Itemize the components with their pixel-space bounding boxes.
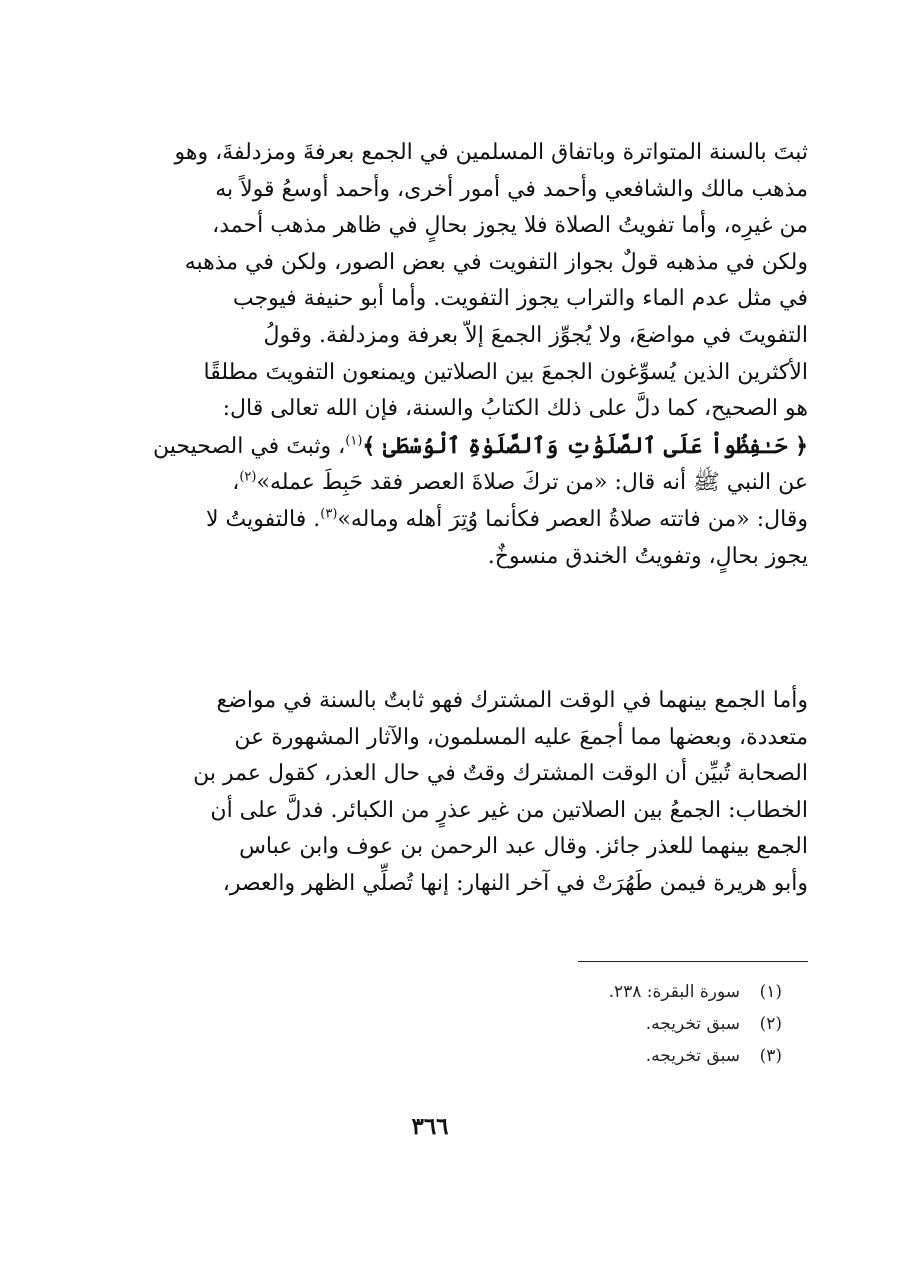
footnote-text: سورة البقرة: ٢٣٨. [608, 982, 740, 1002]
text-line: مذهب مالك والشافعي وأحمد في أمور أخرى، وأحمد أوسعُ قولاً به [215, 176, 808, 202]
text-line: يجوز بحالٍ، وتفويتُ الخندق منسوخٌ. [487, 543, 808, 569]
footnote-text: سبق تخريجه. [645, 1046, 740, 1066]
text-line: هو الصحيح، كما دلَّ على ذلك الكتابُ والسنة، فإن الله تعالى قال: [222, 396, 808, 422]
footnote-item [609, 1008, 782, 1040]
footnote-reference: (٣) [320, 506, 338, 522]
text-line: في مثل عدم الماء والتراب يجوز التفويت. وأما أبو حنيفة فيوجب [232, 286, 808, 312]
text-line: ثبتَ بالسنة المتواترة وباتفاق المسلمين في الجمع بعرفةَ ومزدلفةَ، وهو [174, 140, 808, 165]
text-segment: عن النبي ﷺ أنه قال: «من تركَ صلاةَ العصر فقد حَبِطَ عمله» [256, 470, 808, 496]
footnote-number: (٣) [759, 1046, 782, 1066]
text-line: وأما الجمع بينهما في الوقت المشترك فهو ثابتٌ بالسنة في مواضع [216, 688, 808, 713]
main-paragraph-2 [118, 683, 808, 903]
text-line [118, 428, 808, 466]
footnote-separator [578, 961, 808, 962]
text-segment: . فالتفويتُ لا [205, 506, 321, 532]
footnote-text: سبق تخريجه. [645, 1014, 740, 1034]
footnote-item [609, 1040, 782, 1072]
footnotes [609, 976, 782, 1072]
text-line: الصحابة تُبيِّن أن الوقت المشترك وقتٌ في حال العذر، كقول عمر بن [193, 761, 808, 787]
text-line: الأكثرين الذين يُسوِّغون الجمعَ بين الصلاتين ويمنعون التفويتَ مطلقًا [203, 359, 808, 385]
text-line: الخطاب: الجمعُ بين الصلاتين من غير عذرٍ من الكبائر. فدلَّ على أن [210, 797, 808, 823]
footnote-reference: (١) [345, 433, 363, 449]
text-line: التفويتَ في مواضعَ، ولا يُجوِّز الجمعَ إلاّ بعرفة ومزدلفة. وقولُ [263, 322, 808, 348]
text-segment: ، [232, 470, 240, 496]
quran-verse: ﴿ حَـٰفِظُواْ عَلَى ٱلصَّلَوَٰتِ وَٱلصَّلَوٰةِ ٱلْوُسْطَىٰ ﴾ [362, 432, 808, 459]
footnote-reference: (٢) [239, 470, 257, 486]
text-segment: وقال: «من فاتته صلاةُ العصر فكأنما وُتِرَ أهله وماله» [337, 506, 808, 532]
text-line: الجمع بينهما للعذر جائز. وقال عبد الرحمن بن عوف وابن عباس [239, 834, 808, 860]
text-line [118, 502, 808, 539]
footnote-number: (٢) [759, 1014, 782, 1034]
text-line: من غيرِه، وأما تفويتُ الصلاة فلا يجوز بحالٍ في ظاهر مذهب أحمد، [212, 213, 808, 239]
text-line: ولكن في مذهبه قولٌ بجواز التفويت في بعض الصور، ولكن في مذهبه [184, 249, 808, 275]
footnote-number: (١) [759, 982, 782, 1002]
main-paragraph-1 [118, 135, 808, 575]
text-segment: ، وثبتَ في الصحيحين [153, 433, 346, 459]
text-line: وأبو هريرة فيمن طَهُرَتْ في آخر النهار: إنها تُصلِّي الظهر والعصر، [222, 870, 808, 896]
page-number: ٣٦٦ [411, 1113, 449, 1140]
text-line: متعددة، وبعضها مما أجمعَ عليه المسلمون، والآثار المشهورة عن [234, 724, 808, 750]
text-line [118, 465, 808, 502]
footnote-item [609, 976, 782, 1008]
